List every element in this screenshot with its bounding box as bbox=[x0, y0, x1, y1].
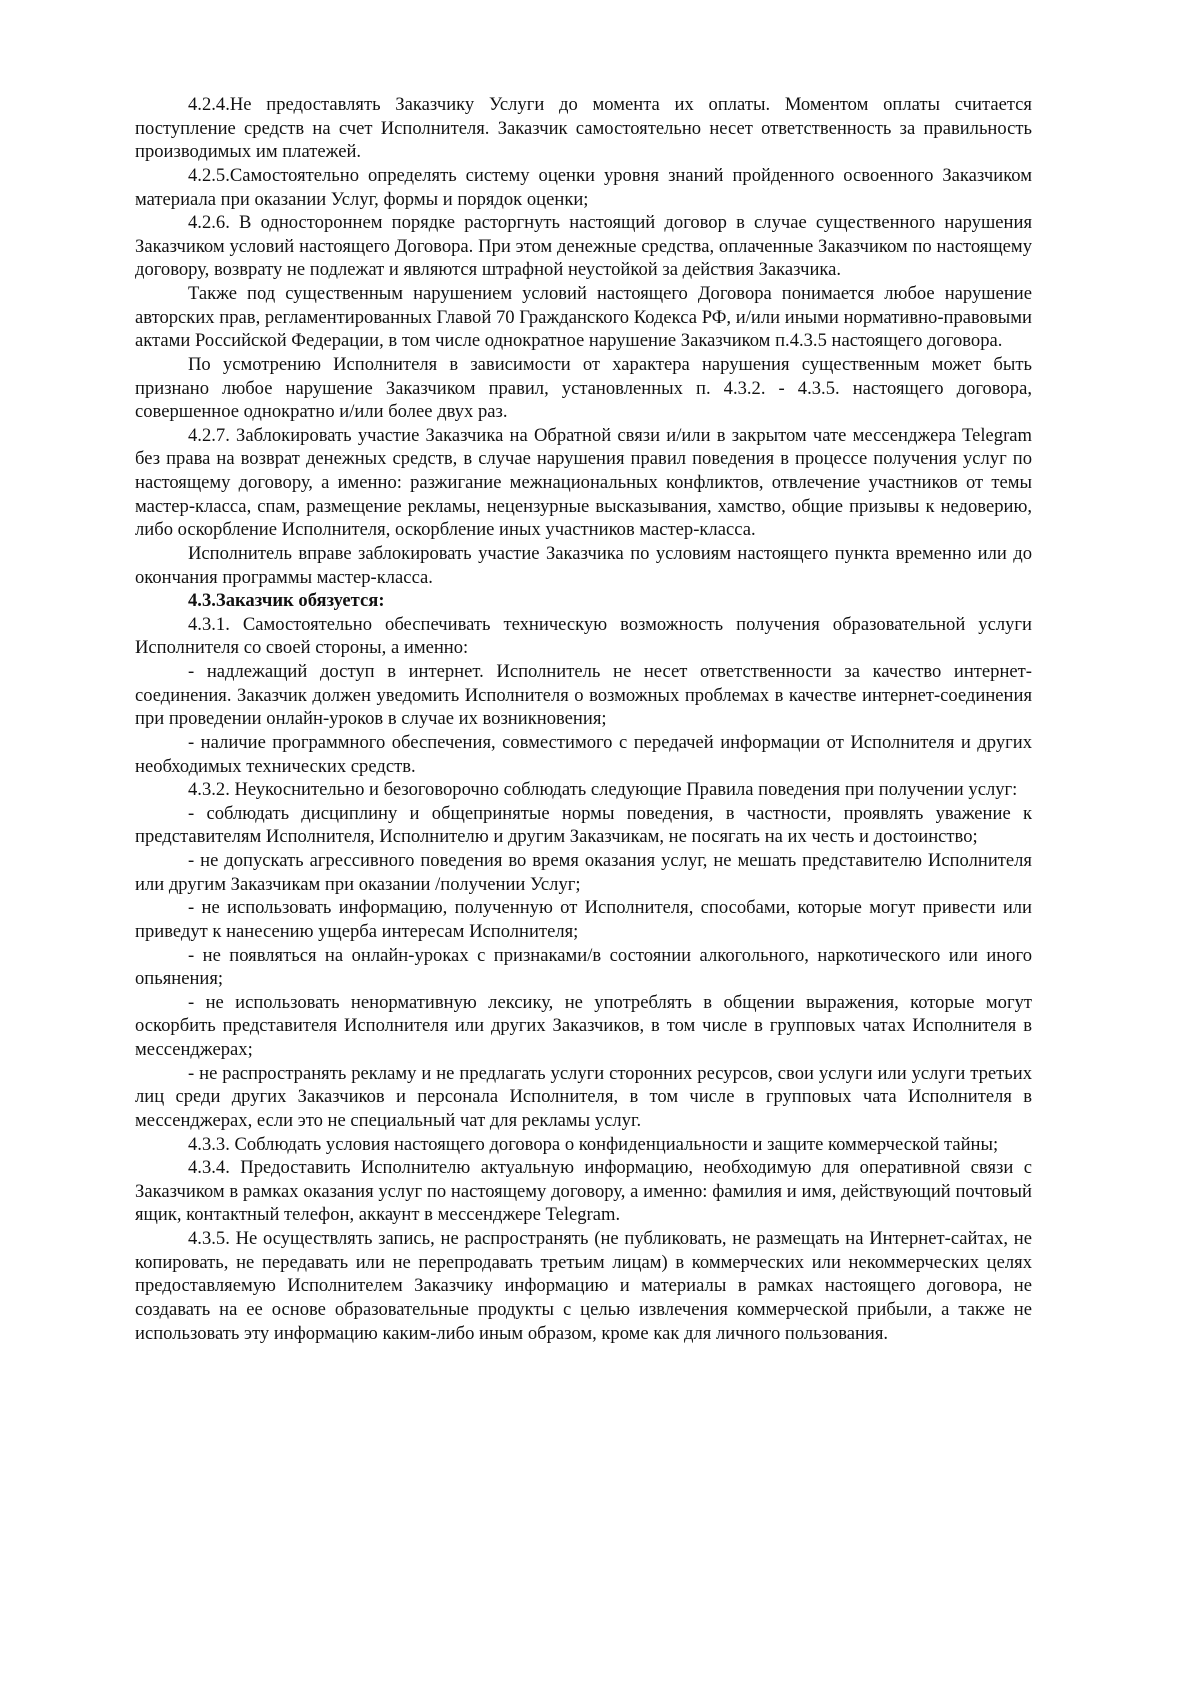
paragraph-4-2-6: 4.2.6. В одностороннем порядке расторгнуть настоящий договор в случае существенного нарушения Заказчиком условий настоящего Договора. При этом денежные средства, оплаченные Заказчиком по настоящему договору, возврату не подлежат и являются штрафной неустойкой за действия Заказчика. bbox=[135, 212, 1032, 281]
paragraph-material-breach: Также под существенным нарушением условий настоящего Договора понимается любое нарушение авторских прав, регламентированных Главой 70 Гражданского Кодекса РФ, и/или иными нормативно-правовыми актами Российской Федерации, в том числе однократное нарушение Заказчиком п.4.3.5 настоящего договора. bbox=[135, 283, 1032, 352]
paragraph-4-2-5: 4.2.5.Самостоятельно определять систему оценки уровня знаний пройденного освоенного Заказчиком материала при оказании Услуг, формы и порядок оценки; bbox=[135, 164, 1032, 210]
paragraph-4-3-5: 4.3.5. Не осуществлять запись, не распространять (не публиковать, не размещать на Интернет-сайтах, не копировать, не передавать или не перепродавать третьим лицам) в коммерческих или некоммерческих целях предоставляемую Исполнителем Заказчику информацию и материалы в рамках настоящего договора, не создавать на ее основе образовательные продукты с целью извлечения коммерческой прибыли, а также не использовать эту информацию каким-либо иным образом, кроме как для личного пользования. bbox=[135, 1228, 1032, 1344]
paragraph-4-2-7: 4.2.7. Заблокировать участие Заказчика на Обратной связи и/или в закрытом чате мессенджера Telegram без права на возврат денежных средств, в случае нарушения правил поведения в процессе получения услуг по настоящему договору, а именно: разжигание межнациональных конфликтов, отвлечение участников от темы мастер-класса, спам, размещение рекламы, нецензурные высказывания, хамство, общие призывы к недоверию, либо оскорбление Исполнителя, оскорбление иных участников мастер-класса. bbox=[135, 424, 1032, 541]
paragraph-blocking: Исполнитель вправе заблокировать участие Заказчика по условиям настоящего пункта временно или до окончания программы мастер-класса. bbox=[135, 542, 1032, 588]
paragraph-4-3-4: 4.3.4. Предоставить Исполнителю актуальную информацию, необходимую для оперативной связи с Заказчиком в рамках оказания услуг по настоящему договору, а именно: фамилия и имя, действующий почтовый ящик, контактный телефон, аккаунт в мессенджере Telegram. bbox=[135, 1157, 1032, 1226]
list-item-info-use: - не использовать информацию, полученную от Исполнителя, способами, которые могут привести или приведут к нанесению ущерба интересам Исполнителя; bbox=[135, 897, 1032, 942]
paragraph-4-3-1: 4.3.1. Самостоятельно обеспечивать техническую возможность получения образовательной услуги Исполнителя со своей стороны, а именно: bbox=[135, 613, 1032, 659]
list-item-discipline: - соблюдать дисциплину и общепринятые нормы поведения, в частности, проявлять уважение к представителям Исполнителя, Исполнителю и другим Заказчикам, не посягать на их честь и достоинство; bbox=[135, 802, 1032, 848]
paragraph-4-3-3: 4.3.3. Соблюдать условия настоящего договора о конфиденциальности и защите коммерческой тайны; bbox=[188, 1133, 999, 1155]
paragraph-executor-discretion: По усмотрению Исполнителя в зависимости от характера нарушения существенным может быть признано любое нарушение Заказчиком правил, установленных п. 4.3.2. - 4.3.5. настоящего договора, совершенное однократно и/или более двух раз. bbox=[135, 353, 1032, 423]
document-page bbox=[135, 93, 1032, 1345]
section-heading-4-3: 4.3.Заказчик обязуется: bbox=[188, 590, 385, 612]
list-item-internet: - надлежащий доступ в интернет. Исполнитель не несет ответственности за качество интернет-соединения. Заказчик должен уведомить Исполнителя о возможных проблемах в качестве интернет-соединения при проведении онлайн-уроков в случае их возникновения; bbox=[135, 661, 1032, 730]
list-item-software: - наличие программного обеспечения, совместимого с передачей информации от Исполнителя и других необходимых технических средств. bbox=[135, 731, 1032, 777]
paragraph-4-3-2: 4.3.2. Неукоснительно и безоговорочно соблюдать следующие Правила поведения при получении услуг: bbox=[188, 779, 1018, 801]
list-item-advertising: - не распространять рекламу и не предлагать услуги сторонних ресурсов, свои услуги или услуги третьих лиц среди других Заказчиков и персонала Исполнителя, в том числе в групповых чата Исполнителя в мессенджерах, если это не специальный чат для рекламы услуг. bbox=[135, 1062, 1032, 1131]
list-item-language: - не использовать ненормативную лексику, не употреблять в общении выражения, которые могут оскорбить представителя Исполнителя или других Заказчиков, в том числе в групповых чатах Исполнителя в мессенджерах; bbox=[135, 991, 1032, 1060]
list-item-no-aggression: - не допускать агрессивного поведения во время оказания услуг, не мешать представителю Исполнителя или другим Заказчикам при оказании /получении Услуг; bbox=[135, 850, 1032, 895]
list-item-intoxication: - не появляться на онлайн-уроках с признаками/в состоянии алкогольного, наркотического или иного опьянения; bbox=[135, 944, 1032, 990]
paragraph-4-2-4: 4.2.4.Не предоставлять Заказчику Услуги до момента их оплаты. Моментом оплаты считается поступление средств на счет Исполнителя. Заказчик самостоятельно несет ответственность за правильность производимых им платежей. bbox=[135, 94, 1032, 163]
